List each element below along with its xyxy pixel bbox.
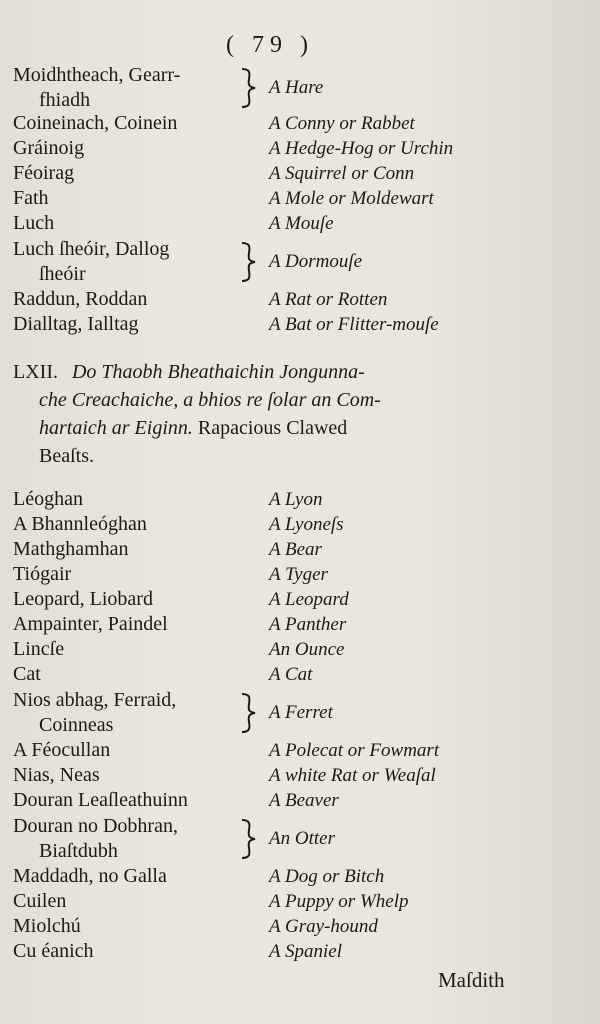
brace-icon <box>239 692 257 734</box>
irish-term: Leopard, Liobard <box>13 588 153 610</box>
irish-term: Miolchú <box>13 915 81 937</box>
irish-term: Ampainter, Paindel <box>13 613 168 635</box>
english-term: A Cat <box>269 664 313 685</box>
english-term: A Beaver <box>269 790 339 811</box>
irish-term: Gráinoig <box>13 137 85 159</box>
irish-term: A Féocullan <box>13 739 111 761</box>
entry-row <box>13 211 573 236</box>
english-heading: Beaſts. <box>39 445 94 467</box>
english-heading: Rapacious Clawed <box>197 417 348 439</box>
irish-heading-line: hartaich ar Eiginn. <box>39 417 193 439</box>
brace-icon <box>239 67 257 109</box>
entry-row <box>13 111 573 136</box>
page-number: ( 79 ) <box>226 32 314 58</box>
english-term: A Squirrel or Conn <box>269 163 415 184</box>
brace-icon <box>239 241 257 283</box>
entry-row <box>13 939 573 964</box>
entry-row <box>13 914 573 939</box>
irish-term: Cat <box>13 663 41 685</box>
entry-row <box>13 161 573 186</box>
english-term: A Bat or Flitter-mouſe <box>269 314 439 335</box>
english-term: A Conny or Rabbet <box>269 113 415 134</box>
english-term: A Rat or Rotten <box>269 289 388 310</box>
english-term: A Mouſe <box>269 213 334 234</box>
entry-row <box>13 186 573 211</box>
entry-row <box>13 562 573 587</box>
catchword: Maſdith <box>438 968 505 992</box>
english-term: An Otter <box>269 828 335 849</box>
irish-term: Mathghamhan <box>13 538 129 560</box>
english-term: A Hedge-Hog or Urchin <box>269 138 454 159</box>
entry-row <box>13 237 573 287</box>
section-number: LXII. <box>13 361 58 383</box>
irish-term: A Bhannleóghan <box>13 513 147 535</box>
entry-row <box>13 612 573 637</box>
irish-term: Luch ſheóir, Dallog ſheóir <box>13 238 170 285</box>
irish-term: Nias, Neas <box>13 764 100 786</box>
irish-term: Nios abhag, Ferraid, Coinneas <box>13 689 177 736</box>
english-term: A Tyger <box>269 564 328 585</box>
entry-row <box>13 662 573 687</box>
entry-row <box>13 487 573 512</box>
entry-row <box>13 587 573 612</box>
irish-term: Léoghan <box>13 488 83 510</box>
entry-row <box>13 864 573 889</box>
entry-row <box>13 287 573 312</box>
irish-term: Douran no Dobhran, Biaſtdubh <box>13 815 178 862</box>
english-term: A Puppy or Whelp <box>269 891 409 912</box>
irish-term: Tiógair <box>13 563 72 585</box>
english-term: A Leopard <box>269 589 349 610</box>
irish-term: Moidhtheach, Gearr- fhiadh <box>13 64 181 111</box>
english-term: A Dog or Bitch <box>269 866 385 887</box>
english-term: A Ferret <box>269 702 333 723</box>
irish-term: Dialltag, Ialltag <box>13 313 139 335</box>
english-term: A Spaniel <box>269 941 343 962</box>
english-term: A Lyon <box>269 489 323 510</box>
irish-term: Luch <box>13 212 55 234</box>
irish-term: Fath <box>13 187 49 209</box>
irish-term: Coineinach, Coinein <box>13 112 178 134</box>
english-term: A Polecat or Fowmart <box>269 740 440 761</box>
irish-term: Cu éanich <box>13 940 94 962</box>
entry-row <box>13 537 573 562</box>
entry-row <box>13 512 573 537</box>
english-term: A white Rat or Weaſal <box>269 765 436 786</box>
irish-term: Lincſe <box>13 638 65 660</box>
irish-heading-line: che Creachaiche, a bhios re ſolar an Com- <box>39 389 381 411</box>
entry-row <box>13 788 573 813</box>
english-term: A Gray-hound <box>269 916 378 937</box>
irish-term: Douran Leaſleathuinn <box>13 789 188 811</box>
english-term: A Mole or Moldewart <box>269 188 434 209</box>
irish-term: Cuilen <box>13 890 67 912</box>
brace-icon <box>239 818 257 860</box>
english-term: A Panther <box>269 614 347 635</box>
entry-row <box>13 738 573 763</box>
irish-term: Féoirag <box>13 162 75 184</box>
english-term: A Hare <box>269 77 324 98</box>
entry-row <box>13 814 573 864</box>
entry-row <box>13 136 573 161</box>
english-term: A Lyoneſs <box>269 514 344 535</box>
entry-row <box>13 63 573 113</box>
entry-row <box>13 688 573 738</box>
irish-term: Maddadh, no Galla <box>13 865 167 887</box>
english-term: A Bear <box>269 539 322 560</box>
english-term: A Dormouſe <box>269 251 363 272</box>
entry-row <box>13 637 573 662</box>
entry-row <box>13 312 573 337</box>
irish-term: Raddun, Roddan <box>13 288 148 310</box>
section-heading <box>13 358 513 470</box>
irish-heading-line: Do Thaobh Bheathaichin Jongunna- <box>71 361 365 383</box>
english-term: An Ounce <box>269 639 345 660</box>
entry-row <box>13 763 573 788</box>
entry-row <box>13 889 573 914</box>
